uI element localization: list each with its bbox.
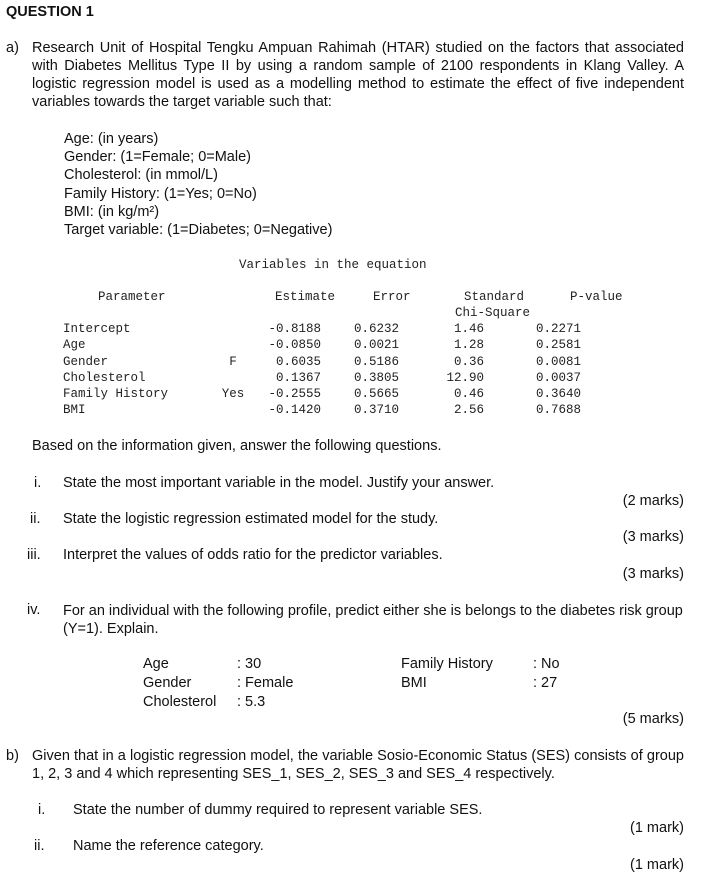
row-chi: 2.56 [453,403,484,418]
row-ref [213,371,253,387]
row-name: Age [63,338,86,353]
row-ref: F [229,354,237,369]
row-pvalue: 0.0037 [535,370,581,385]
row-name: Family History [63,387,169,402]
row-pvalue: 0.7688 [535,403,581,418]
instruction-text: Based on the information given, answer the following questions. [32,438,442,454]
question-marks: (5 marks) [622,711,684,727]
question-number: i. [34,475,42,491]
header-estimate: Estimate [275,290,336,304]
part-b-label: b) [6,748,19,764]
question-marks: (3 marks) [622,529,684,545]
question-title: QUESTION 1 [6,4,94,20]
profile-gender-label: Gender [143,675,192,691]
profile-cholesterol-value: : 5.3 [237,694,266,710]
table-row [63,355,581,371]
question-text: State the logistic regression estimated model for the study. [63,511,439,527]
question-marks: (1 mark) [630,820,684,836]
question-number: ii. [30,511,41,527]
profile-left [143,656,293,713]
header-parameter: Parameter [98,290,166,304]
question-marks: (3 marks) [622,566,684,582]
parameter-table [63,322,581,420]
row-chi: 1.28 [453,338,484,353]
row-estimate: 0.6035 [275,354,321,369]
question-number: iii. [27,547,41,563]
row-chi: 1.46 [453,322,484,336]
row-estimate: -0.0850 [268,338,321,353]
variable-bmi: BMI: (in kg/m²) [64,203,160,220]
row-estimate: 0.1367 [275,370,321,385]
question-text: Name the reference category. [73,838,264,854]
profile-age-label: Age [143,656,169,672]
profile-bmi-value: : 27 [533,675,558,691]
row-error: 0.0021 [353,338,399,353]
row-error: 0.3805 [353,370,399,385]
table-row [63,387,581,403]
profile-cholesterol-label: Cholesterol [143,694,217,710]
question-number: i. [38,802,46,818]
row-pvalue: 0.0081 [535,354,581,369]
variable-age: Age: (in years) [64,131,159,147]
question-text: Interpret the values of odds ratio for the predictor variables. [63,547,443,563]
profile-bmi-label: BMI [401,675,427,691]
table-row [63,338,581,354]
profile-family-history-label: Family History [401,656,493,672]
question-number: ii. [34,838,45,854]
question-text: State the number of dummy required to represent variable SES. [73,802,483,818]
part-a-label: a) [6,40,19,56]
profile-gender-value: : Female [237,675,294,691]
row-error: 0.3710 [353,403,399,418]
table-row [63,371,581,387]
header-chi-square: Chi-Square [455,306,531,320]
header-pvalue: P-value [570,290,623,304]
row-pvalue: 0.2271 [535,322,581,336]
part-b-intro: Given that in a logistic regression model, the variable Sosio-Economic Status (SES) consists of group 1, 2, 3 and 4 which representing SES_1, SES_2, SES_3 and SES_4 respectively. [32,748,684,782]
row-ref [213,338,253,354]
question-text: State the most important variable in the model. Justify your answer. [63,475,495,491]
profile-family-history-value: : No [533,656,560,672]
variable-definitions [64,130,332,239]
header-standard: Standard [464,290,525,304]
row-name: Cholesterol [63,370,146,385]
variable-target: Target variable: (1=Diabetes; 0=Negative) [64,222,333,239]
row-pvalue: 0.3640 [535,387,581,402]
table-row [63,403,581,419]
row-estimate: -0.1420 [268,403,321,418]
row-name: Gender [63,354,109,369]
table-row [63,322,581,338]
table-title: Variables in the equation [239,258,427,272]
row-error: 0.5186 [353,354,399,369]
row-error: 0.6232 [353,322,399,336]
question-text: For an individual with the following profile, predict either she is belongs to the diabetes risk group (Y=1). Explain. [63,603,683,637]
profile-right [401,656,560,694]
row-estimate: -0.8188 [268,322,321,336]
row-ref [213,322,253,338]
header-error: Error [373,290,411,304]
row-estimate: -0.2555 [268,387,321,402]
variable-family-history: Family History: (1=Yes; 0=No) [64,185,257,202]
part-a-intro: Research Unit of Hospital Tengku Ampuan Rahimah (HTAR) studied on the factors that associated with Diabetes Mellitus Type II by using a random sample of 2100 respondents in Klang Valley. A logistic regression model is used as a modelling method to estimate the effect of five independent variables towards the target variable such that: [32,40,684,110]
question-marks: (1 mark) [630,857,684,873]
row-chi: 12.90 [446,370,484,385]
row-name: Intercept [63,322,131,336]
row-ref: Yes [221,387,245,402]
variable-cholesterol: Cholesterol: (in mmol/L) [64,167,218,184]
variable-gender: Gender: (1=Female; 0=Male) [64,149,251,166]
row-ref [213,403,253,419]
question-number: iv. [27,602,41,618]
row-chi: 0.46 [453,387,484,402]
row-name: BMI [63,403,86,418]
row-pvalue: 0.2581 [535,338,581,353]
row-chi: 0.36 [453,354,484,369]
question-marks: (2 marks) [622,493,684,509]
row-error: 0.5665 [353,387,399,402]
profile-age-value: : 30 [237,656,262,672]
